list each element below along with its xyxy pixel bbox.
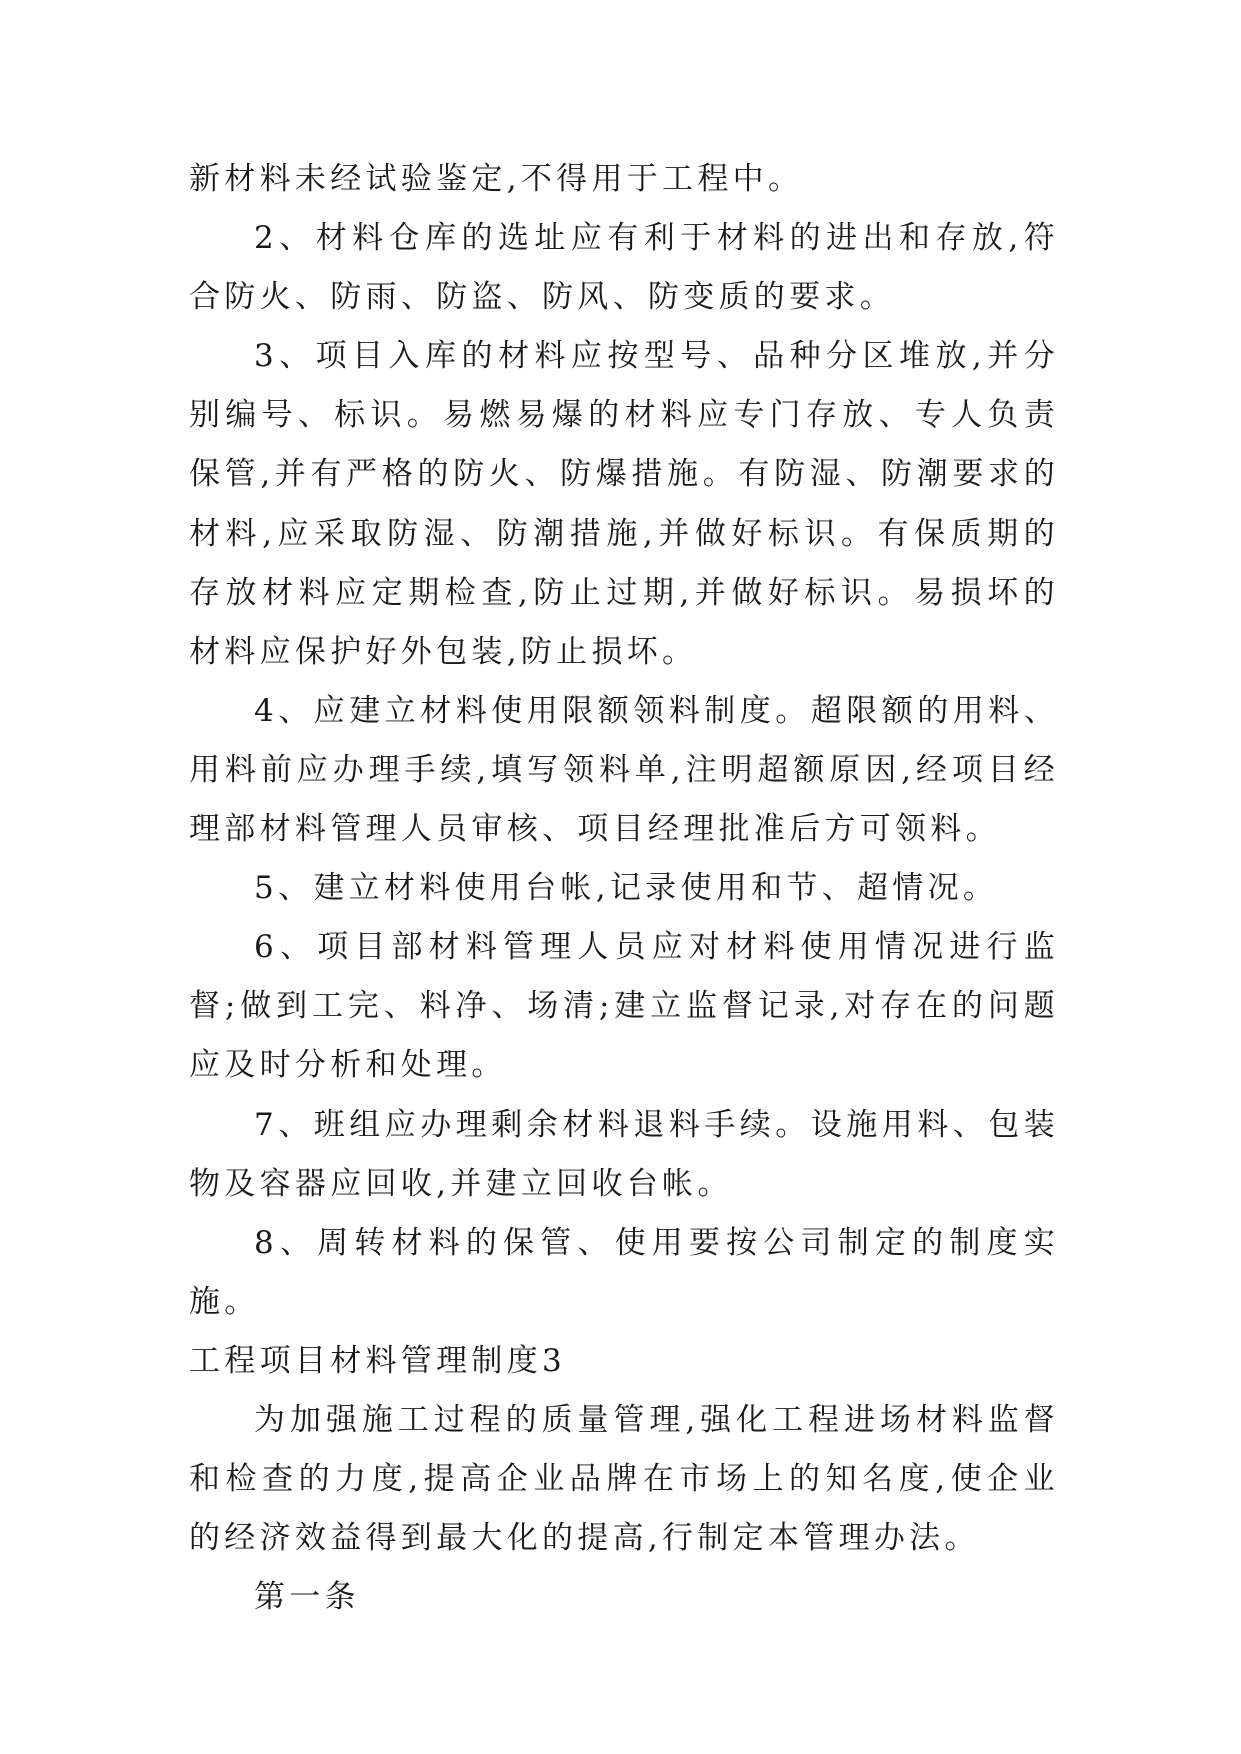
paragraph-item-2: 2、材料仓库的选址应有利于材料的进出和存放,符合防火、防雨、防盗、防风、防变质的要求。 [189,220,1059,316]
paragraph-continuation: 新材料未经试验鉴定,不得用于工程中。 [189,161,804,197]
paragraph-item-6: 6、项目部材料管理人员应对材料使用情况进行监督;做到工完、料净、场清;建立监督记录,对存在的问题应及时分析和处理。 [189,929,1059,1084]
paragraph-item-8: 8、周转材料的保管、使用要按公司制定的制度实施。 [189,1224,1059,1320]
paragraph-item-3: 3、项目入库的材料应按型号、品种分区堆放,并分别编号、标识。易燃易爆的材料应专门存放、专人负责保管,并有严格的防火、防爆措施。有防湿、防潮要求的材料,应采取防湿、防潮措施,并做好标识。有保质期的存放材料应定期检查,防止过期,并做好标识。易损坏的材料应保护好外包装,防止损坏。 [189,338,1059,670]
paragraph-item-5: 5、建立材料使用台帐,记录使用和节、超情况。 [254,870,999,907]
paragraph-item-4: 4、应建立材料使用限额领料制度。超限额的用料、用料前应办理手续,填写领料单,注明超额原因,经项目经理部材料管理人员审核、项目经理批准后方可领料。 [189,692,1059,848]
paragraph-item-7: 7、班组应办理剩余材料退料手续。设施用料、包装物及容器应回收,并建立回收台帐。 [189,1106,1059,1202]
intro-paragraph: 为加强施工过程的质量管理,强化工程进场材料监督和检查的力度,提高企业品牌在市场上的知名度,使企业的经济效益得到最大化的提高,行制定本管理办法。 [189,1401,1059,1557]
document-body [189,150,1059,1627]
article-label: 第一条 [254,1579,360,1616]
section-heading: 工程项目材料管理制度3 [189,1342,567,1379]
